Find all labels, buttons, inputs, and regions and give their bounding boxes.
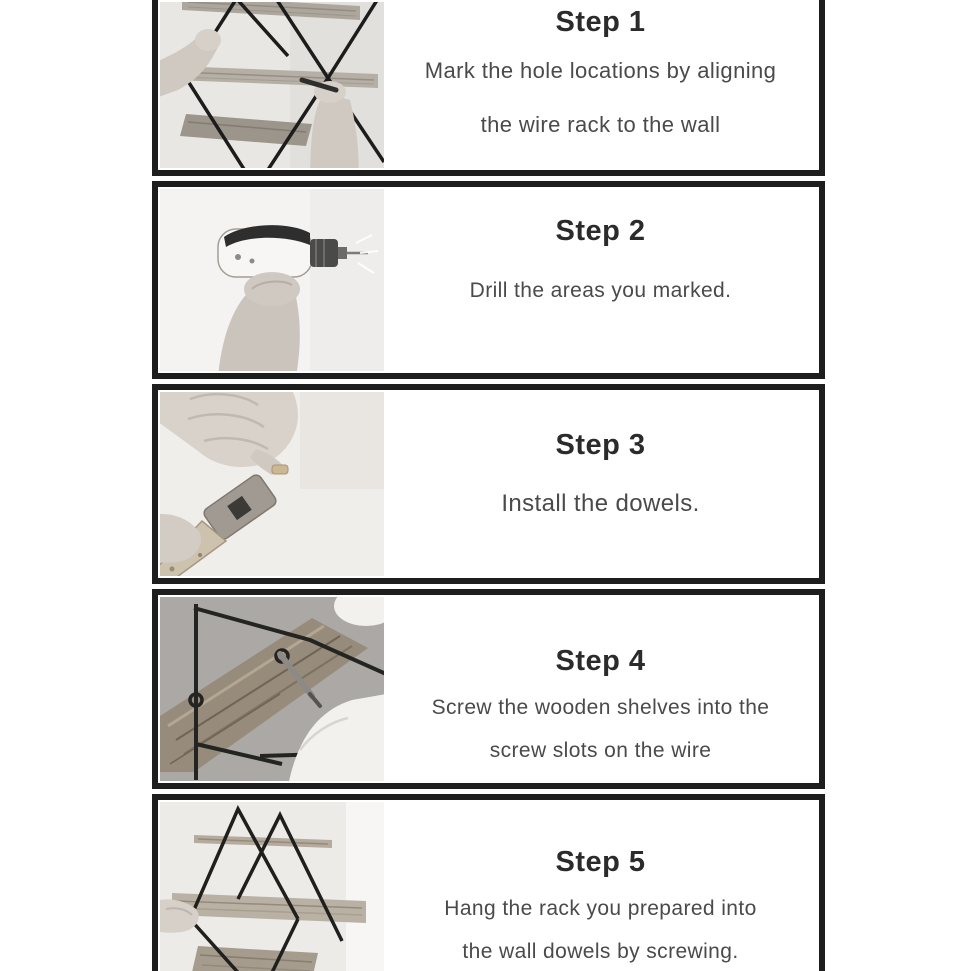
- step-4-text: [384, 597, 817, 781]
- step-panel-5: [152, 794, 825, 971]
- step-1-description-line-2: the wire rack to the wall: [480, 112, 721, 137]
- step-1-title: Step 1: [555, 6, 646, 38]
- dowel-hammer-photo: [160, 392, 384, 576]
- step-4-description-line-1: Screw the wooden shelves into the: [431, 696, 770, 719]
- step-4-description-line-2: screw slots on the wire: [489, 739, 712, 762]
- step-5-description-line-2: the wall dowels by screwing.: [462, 940, 739, 963]
- step-panel-2: [152, 181, 825, 379]
- step-3-photo: [160, 392, 384, 576]
- steps-column: [152, 0, 825, 971]
- wire-rack-marking-photo: [160, 2, 384, 168]
- step-2-photo: [160, 189, 384, 371]
- step-1-photo: [160, 2, 384, 168]
- step-2-title: Step 2: [555, 215, 646, 247]
- step-panel-3: [152, 384, 825, 584]
- step-1-text: [384, 2, 817, 168]
- step-panel-1: [152, 0, 825, 176]
- step-2-description-line-1: Drill the areas you marked.: [469, 279, 732, 302]
- step-2-text: [384, 189, 817, 371]
- step-5-title: Step 5: [555, 846, 646, 878]
- step-panel-4: [152, 589, 825, 789]
- step-3-text: [384, 392, 817, 576]
- finished-rack-hanging-photo: [160, 802, 384, 971]
- step-3-title: Step 3: [555, 429, 646, 461]
- shelf-screwing-photo: [160, 597, 384, 781]
- step-5-text: [384, 802, 817, 971]
- step-5-photo: [160, 802, 384, 971]
- step-5-description-line-1: Hang the rack you prepared into: [444, 897, 757, 920]
- step-4-photo: [160, 597, 384, 781]
- step-4-title: Step 4: [555, 645, 646, 677]
- drilling-wall-photo: [160, 189, 384, 371]
- step-3-description-line-1: Install the dowels.: [501, 490, 700, 517]
- step-1-description-line-1: Mark the hole locations by aligning: [424, 58, 777, 83]
